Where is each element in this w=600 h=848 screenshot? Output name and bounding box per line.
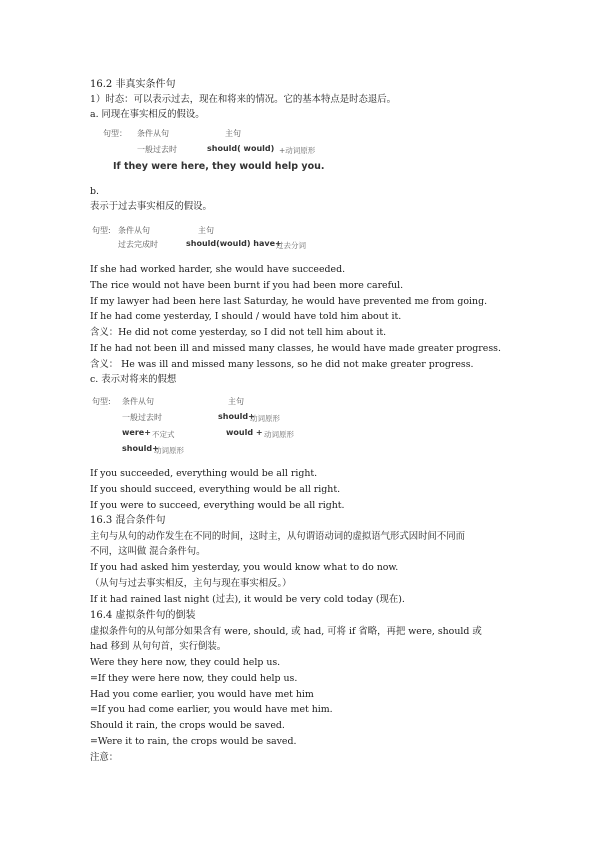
example-b-2: The rice would not have been burnt if you had been more careful. [90, 280, 404, 291]
fig2-verb-form: should(would) have+ [186, 239, 282, 248]
fig3-row1-right: 动词原形 [250, 414, 280, 423]
fig1-main-label: 主句 [225, 129, 241, 138]
fig1-tense: 一般过去时 [137, 145, 177, 154]
example-b-7: 含义： He was ill and missed many lessons, so he did not make greater progress. [90, 359, 474, 370]
mixed-note: （从句与过去事实相反，主句与现在事实相反。） [90, 578, 292, 589]
example-c-1: If you succeeded, everything would be all right. [90, 468, 318, 479]
fig1-pattern-label: 句型： [103, 129, 127, 138]
fig3-row3-left: 动词原形 [154, 446, 184, 455]
inversion-example-1: Were they here now, they could help us. [90, 657, 281, 668]
fig1-verb-form: should( would) [207, 144, 275, 153]
example-b-6: If he had not been ill and missed many classes, he would have made greater progress. [90, 343, 501, 354]
pattern-figure-past [88, 222, 348, 254]
fig3-row2-left: 不定式 [152, 430, 175, 439]
example-b-5: 含义：He did not come yesterday, so I did not tell him about it. [90, 327, 387, 338]
fig1-verb-suffix: +动词原形 [279, 146, 316, 155]
fig1-example: If they were here, they would help you. [113, 161, 325, 172]
heading-16-3: 16.3 混合条件句 [90, 515, 166, 526]
section-a-title: a. 同现在事实相反的假设。 [90, 109, 205, 120]
mixed-paragraph-1: 主句与从句的动作发生在不同的时间，这时主，从句谓语动词的虚拟语气形式因时间不同而 [90, 531, 466, 542]
heading-16-2: 16.2 非真实条件句 [90, 79, 176, 90]
fig2-verb-suffix: 过去分词 [276, 241, 306, 250]
fig3-row2-right: 动词原形 [264, 430, 294, 439]
fig3-main-label: 主句 [228, 397, 244, 406]
inversion-example-5: Should it rain, the crops would be saved. [90, 720, 285, 731]
fig3-clause-label: 条件从句 [122, 397, 154, 406]
fig2-pattern-label: 句型: [92, 226, 111, 235]
inversion-paragraph-2: had 移到 从句句首，实行倒装。 [90, 641, 227, 652]
tense-paragraph: 1）时态：可以表示过去，现在和将来的情况。它的基本特点是时态退后。 [90, 94, 396, 105]
inversion-example-6: =Were it to rain, the crops would be saved. [90, 736, 297, 747]
section-c-title: c. 表示对将来的假想 [90, 374, 177, 385]
fig3-row1-left: 一般过去时 [122, 413, 162, 422]
section-b-title: 表示于过去事实相反的假设。 [90, 201, 212, 212]
example-b-4: If he had come yesterday, I should / would have told him about it. [90, 311, 402, 322]
mixed-example-2: If it had rained last night (过去), it would be very cold today (现在). [90, 594, 405, 605]
fig3-row1-right-verb: should+ [218, 412, 255, 421]
fig3-row3-left-verb: should+ [122, 444, 159, 453]
heading-16-4: 16.4 虚拟条件句的倒装 [90, 610, 196, 621]
inversion-paragraph-1: 虚拟条件句的从句部分如果含有 were, should, 或 had, 可将 if 省略，再把 were, should 或 [90, 626, 482, 637]
mixed-paragraph-2: 不同，这叫做 混合条件句。 [90, 546, 206, 557]
fig1-clause-label: 条件从句 [137, 129, 169, 138]
mixed-example-1: If you had asked him yesterday, you would know what to do now. [90, 562, 399, 573]
example-b-1: If she had worked harder, she would have succeeded. [90, 264, 346, 275]
fig3-pattern-label: 句型: [92, 397, 111, 406]
fig2-clause-label: 条件从句 [118, 226, 150, 235]
example-c-2: If you should succeed, everything would be all right. [90, 484, 341, 495]
pattern-figure-present [95, 122, 355, 178]
note-label: 注意： [90, 752, 119, 763]
example-c-3: If you were to succeed, everything would be all right. [90, 500, 345, 511]
pattern-figure-future [88, 392, 348, 458]
inversion-example-4: =If you had come earlier, you would have met him. [90, 704, 333, 715]
fig2-main-label: 主句 [198, 226, 214, 235]
fig3-row2-left-verb: were+ [122, 428, 151, 437]
example-b-3: If my lawyer had been here last Saturday, he would have prevented me from going. [90, 296, 488, 307]
inversion-example-2: =If they were here now, they could help us. [90, 673, 298, 684]
inversion-example-3: Had you come earlier, you would have met him [90, 689, 314, 700]
fig2-tense: 过去完成时 [118, 240, 158, 249]
fig3-row2-right-verb: would + [226, 428, 263, 437]
section-b-label: b. [90, 186, 99, 197]
